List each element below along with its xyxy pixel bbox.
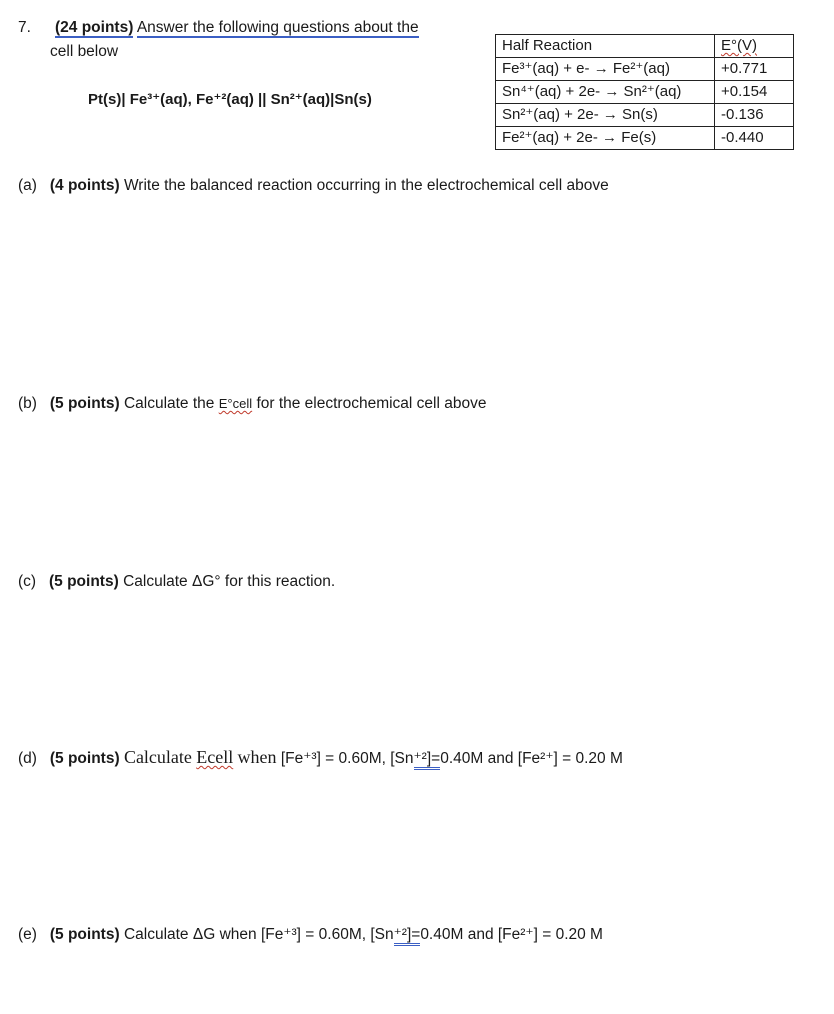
question-number: 7. [18, 19, 31, 36]
header-potential [715, 35, 794, 58]
part-c [18, 573, 335, 591]
table-row [496, 104, 794, 127]
part-e-cond3: 0.40M and [Fe²⁺] = 0.20 M [420, 926, 603, 943]
part-d-term: Ecell [196, 747, 234, 767]
reaction-cell: Fe²⁺(aq) + 2e- → Fe(s) [496, 127, 715, 150]
table-row [496, 58, 794, 81]
potential-cell: -0.440 [715, 127, 794, 150]
part-a-label: (a) [18, 177, 37, 194]
part-e [18, 925, 603, 944]
part-e-cond2: ⁺²]= [394, 926, 421, 946]
reaction-cell: Fe³⁺(aq) + e- → Fe²⁺(aq) [496, 58, 715, 81]
part-d [18, 747, 623, 768]
reaction-cell: Sn²⁺(aq) + 2e- → Sn(s) [496, 104, 715, 127]
part-b-label: (b) [18, 395, 37, 412]
part-b-pre: Calculate the [123, 395, 215, 412]
question-intro-line2: cell below [50, 43, 119, 60]
part-e-points: (5 points) [49, 926, 120, 943]
table-row [496, 127, 794, 150]
part-b-post: for the electrochemical cell above [256, 395, 487, 412]
part-d-cond2: ⁺²]= [414, 750, 441, 770]
potential-cell: +0.771 [715, 58, 794, 81]
part-a [18, 177, 609, 195]
part-e-label: (e) [18, 926, 37, 943]
part-a-points: (4 points) [49, 177, 120, 194]
table-header-row [496, 35, 794, 58]
part-b-points: (5 points) [49, 395, 120, 412]
potential-cell: -0.136 [715, 104, 794, 127]
part-a-text: Write the balanced reaction occurring in the electrochemical cell above [123, 177, 609, 194]
part-d-cond1: [Fe⁺³] = 0.60M, [Sn [280, 750, 414, 767]
part-d-points: (5 points) [49, 750, 120, 767]
part-e-pre: Calculate ΔG when [Fe⁺³] = 0.60M, [Sn [123, 926, 394, 943]
part-d-label: (d) [18, 750, 37, 767]
cell-notation: Pt(s)| Fe³⁺(aq), Fe⁺²(aq) || Sn²⁺(aq)|Sn(s) [88, 91, 372, 108]
part-c-text: Calculate ΔG° for this reaction. [123, 573, 336, 590]
question-intro [55, 19, 419, 37]
part-c-points: (5 points) [49, 573, 119, 590]
potential-cell: +0.154 [715, 81, 794, 104]
half-reaction-table [495, 34, 794, 150]
part-d-cond3: 0.40M and [Fe²⁺] = 0.20 M [440, 750, 623, 767]
header-half-reaction: Half Reaction [496, 35, 715, 58]
part-c-label: (c) [18, 573, 37, 590]
part-d-calc: Calculate [123, 747, 192, 767]
table-row [496, 81, 794, 104]
part-b-term: E°cell [218, 396, 253, 411]
header-potential-text: E°(V) [721, 37, 757, 54]
reaction-cell: Sn⁴⁺(aq) + 2e- → Sn²⁺(aq) [496, 81, 715, 104]
part-d-when: when [237, 747, 277, 767]
part-b [18, 395, 486, 413]
question-intro-line1: Answer the following questions about the [136, 19, 419, 36]
question-points: (24 points) [55, 19, 134, 36]
